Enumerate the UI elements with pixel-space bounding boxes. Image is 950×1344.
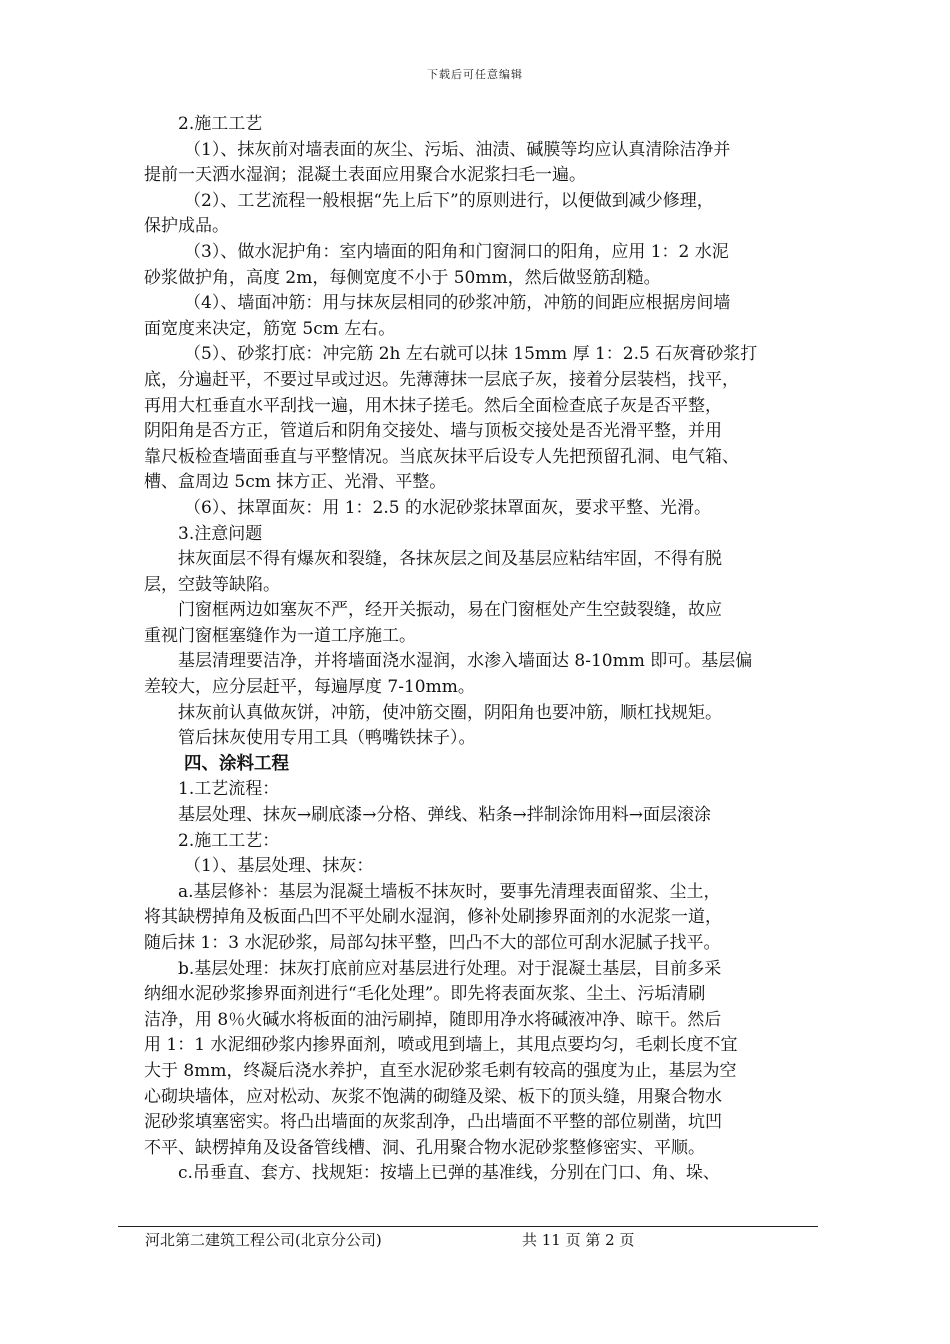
text-line: 门窗框两边如塞灰不严，经开关振动，易在门窗框处产生空鼓裂缝，故应 xyxy=(178,600,722,621)
footer-divider xyxy=(118,1226,818,1227)
text-line: 将其缺楞掉角及板面凸凹不平处刷水湿润，修补处刷掺界面剂的水泥浆一道， xyxy=(144,907,722,928)
text-line: 2.施工工艺： xyxy=(178,830,280,851)
text-line: 再用大杠垂直水平刮找一遍，用木抹子搓毛。然后全面检查底子灰是否平整， xyxy=(144,395,722,416)
text-line: 用 1：1 水泥细砂浆内掺界面剂，喷或甩到墙上，其甩点要均匀，毛刺长度不宜 xyxy=(144,1035,738,1056)
text-line: 保护成品。 xyxy=(144,216,229,237)
text-line: 差较大，应分层赶平，每遍厚度 7-10mm。 xyxy=(144,677,475,698)
header-note: 下载后可任意编辑 xyxy=(427,68,523,81)
text-line: 泥砂浆填塞密实。将凸出墙面的灰浆刮净，凸出墙面不平整的部位剔凿，坑凹 xyxy=(144,1112,722,1133)
text-line: 抹灰前认真做灰饼，冲筋，使冲筋交圈，阴阳角也要冲筋，顺杠找规矩。 xyxy=(178,702,722,723)
text-line: 管后抹灰使用专用工具（鸭嘴铁抹子）。 xyxy=(178,728,476,749)
text-line: 提前一天洒水湿润；混凝土表面应用聚合水泥浆扫毛一遍。 xyxy=(144,165,586,186)
text-line: （1）、抹灰前对墙表面的灰尘、污垢、油渍、碱膜等均应认真清除洁净并 xyxy=(184,139,731,160)
text-line: 槽、盒周边 5cm 抹方正、光滑、平整。 xyxy=(144,472,447,493)
text-line: 重视门窗框塞缝作为一道工序施工。 xyxy=(144,625,416,646)
text-line: 1.工艺流程： xyxy=(178,779,280,800)
text-line: （5）、砂浆打底：冲完筋 2h 左右就可以抹 15mm 厚 1：2.5 石灰膏砂浆打 xyxy=(184,344,758,365)
text-line: 2.施工工艺 xyxy=(178,114,263,134)
text-line: （3）、做水泥护角：室内墙面的阳角和门窗洞口的阳角，应用 1：2 水泥 xyxy=(184,241,729,262)
text-line: c.吊垂直、套方、找规矩：按墙上已弹的基准线，分别在门口、角、垛、 xyxy=(178,1163,720,1184)
document-body xyxy=(144,112,814,1187)
text-line: 阴阳角是否方正，管道后和阴角交接处、墙与顶板交接处是否光滑平整，并用 xyxy=(144,421,722,442)
text-line: 靠尺板检查墙面垂直与平整情况。当底灰抹平后设专人先把预留孔洞、电气箱、 xyxy=(144,446,739,467)
text-line: b.基层处理：抹灰打底前应对基层进行处理。对于混凝土基层，目前多采 xyxy=(178,958,722,979)
text-line: （6）、抹罩面灰：用 1：2.5 的水泥砂浆抹罩面灰，要求平整、光滑。 xyxy=(184,497,711,518)
footer-company: 河北第二建筑工程公司(北京分公司) xyxy=(145,1231,382,1249)
text-line: 纳细水泥砂浆掺界面剂进行“毛化处理”。即先将表面灰浆、尘土、污垢清刷 xyxy=(144,984,706,1005)
text-line: 抹灰面层不得有爆灰和裂缝，各抹灰层之间及基层应粘结牢固，不得有脱 xyxy=(178,549,722,570)
text-line: 洁净，用 8％火碱水将板面的油污刷掉，随即用净水将碱液冲净、晾干。然后 xyxy=(144,1009,722,1030)
text-line: 基层清理要洁净，并将墙面浇水湿润，水渗入墙面达 8-10mm 即可。基层偏 xyxy=(178,651,753,672)
text-line: （2）、工艺流程一般根据“先上后下”的原则进行，以便做到减少修理， xyxy=(184,190,714,211)
text-line: 心砌块墙体，应对松动、灰浆不饱满的砌缝及梁、板下的顶头缝，用聚合物水 xyxy=(144,1086,722,1107)
section-heading: 四、涂料工程 xyxy=(184,753,289,774)
text-line: 面宽度来决定，筋宽 5cm 左右。 xyxy=(144,318,396,339)
text-line: （4）、墙面冲筋：用与抹灰层相同的砂浆冲筋，冲筋的间距应根据房间墙 xyxy=(184,293,731,314)
text-line: 层，空鼓等缺陷。 xyxy=(144,574,280,595)
text-line: 随后抹 1：3 水泥砂浆，局部勾抹平整，凹凸不大的部位可刮水泥腻子找平。 xyxy=(144,933,721,953)
text-line: 大于 8mm，终凝后浇水养护，直至水泥砂浆毛刺有较高的强度为止，基层为空 xyxy=(144,1060,737,1081)
footer-page-count: 共 11 页 第 2 页 xyxy=(522,1231,635,1249)
text-line: 3.注意问题 xyxy=(178,523,263,544)
text-line: a.基层修补：基层为混凝土墙板不抹灰时，要事先清理表面留浆、尘土， xyxy=(178,881,721,902)
text-line: 砂浆做护角，高度 2m，每侧宽度不小于 50mm，然后做竖筋刮糙。 xyxy=(144,267,661,288)
text-line: 基层处理、抹灰→刷底漆→分格、弹线、粘条→拌制涂饰用料→面层滚涂 xyxy=(178,805,711,826)
text-line: 底，分遍赶平，不要过早或过迟。先薄薄抹一层底子灰，接着分层装档，找平， xyxy=(144,369,739,390)
text-line: （1）、基层处理、抹灰： xyxy=(184,856,374,877)
text-line: 不平、缺楞掉角及设备管线槽、洞、孔用聚合物水泥砂浆整修密实、平顺。 xyxy=(144,1137,705,1158)
